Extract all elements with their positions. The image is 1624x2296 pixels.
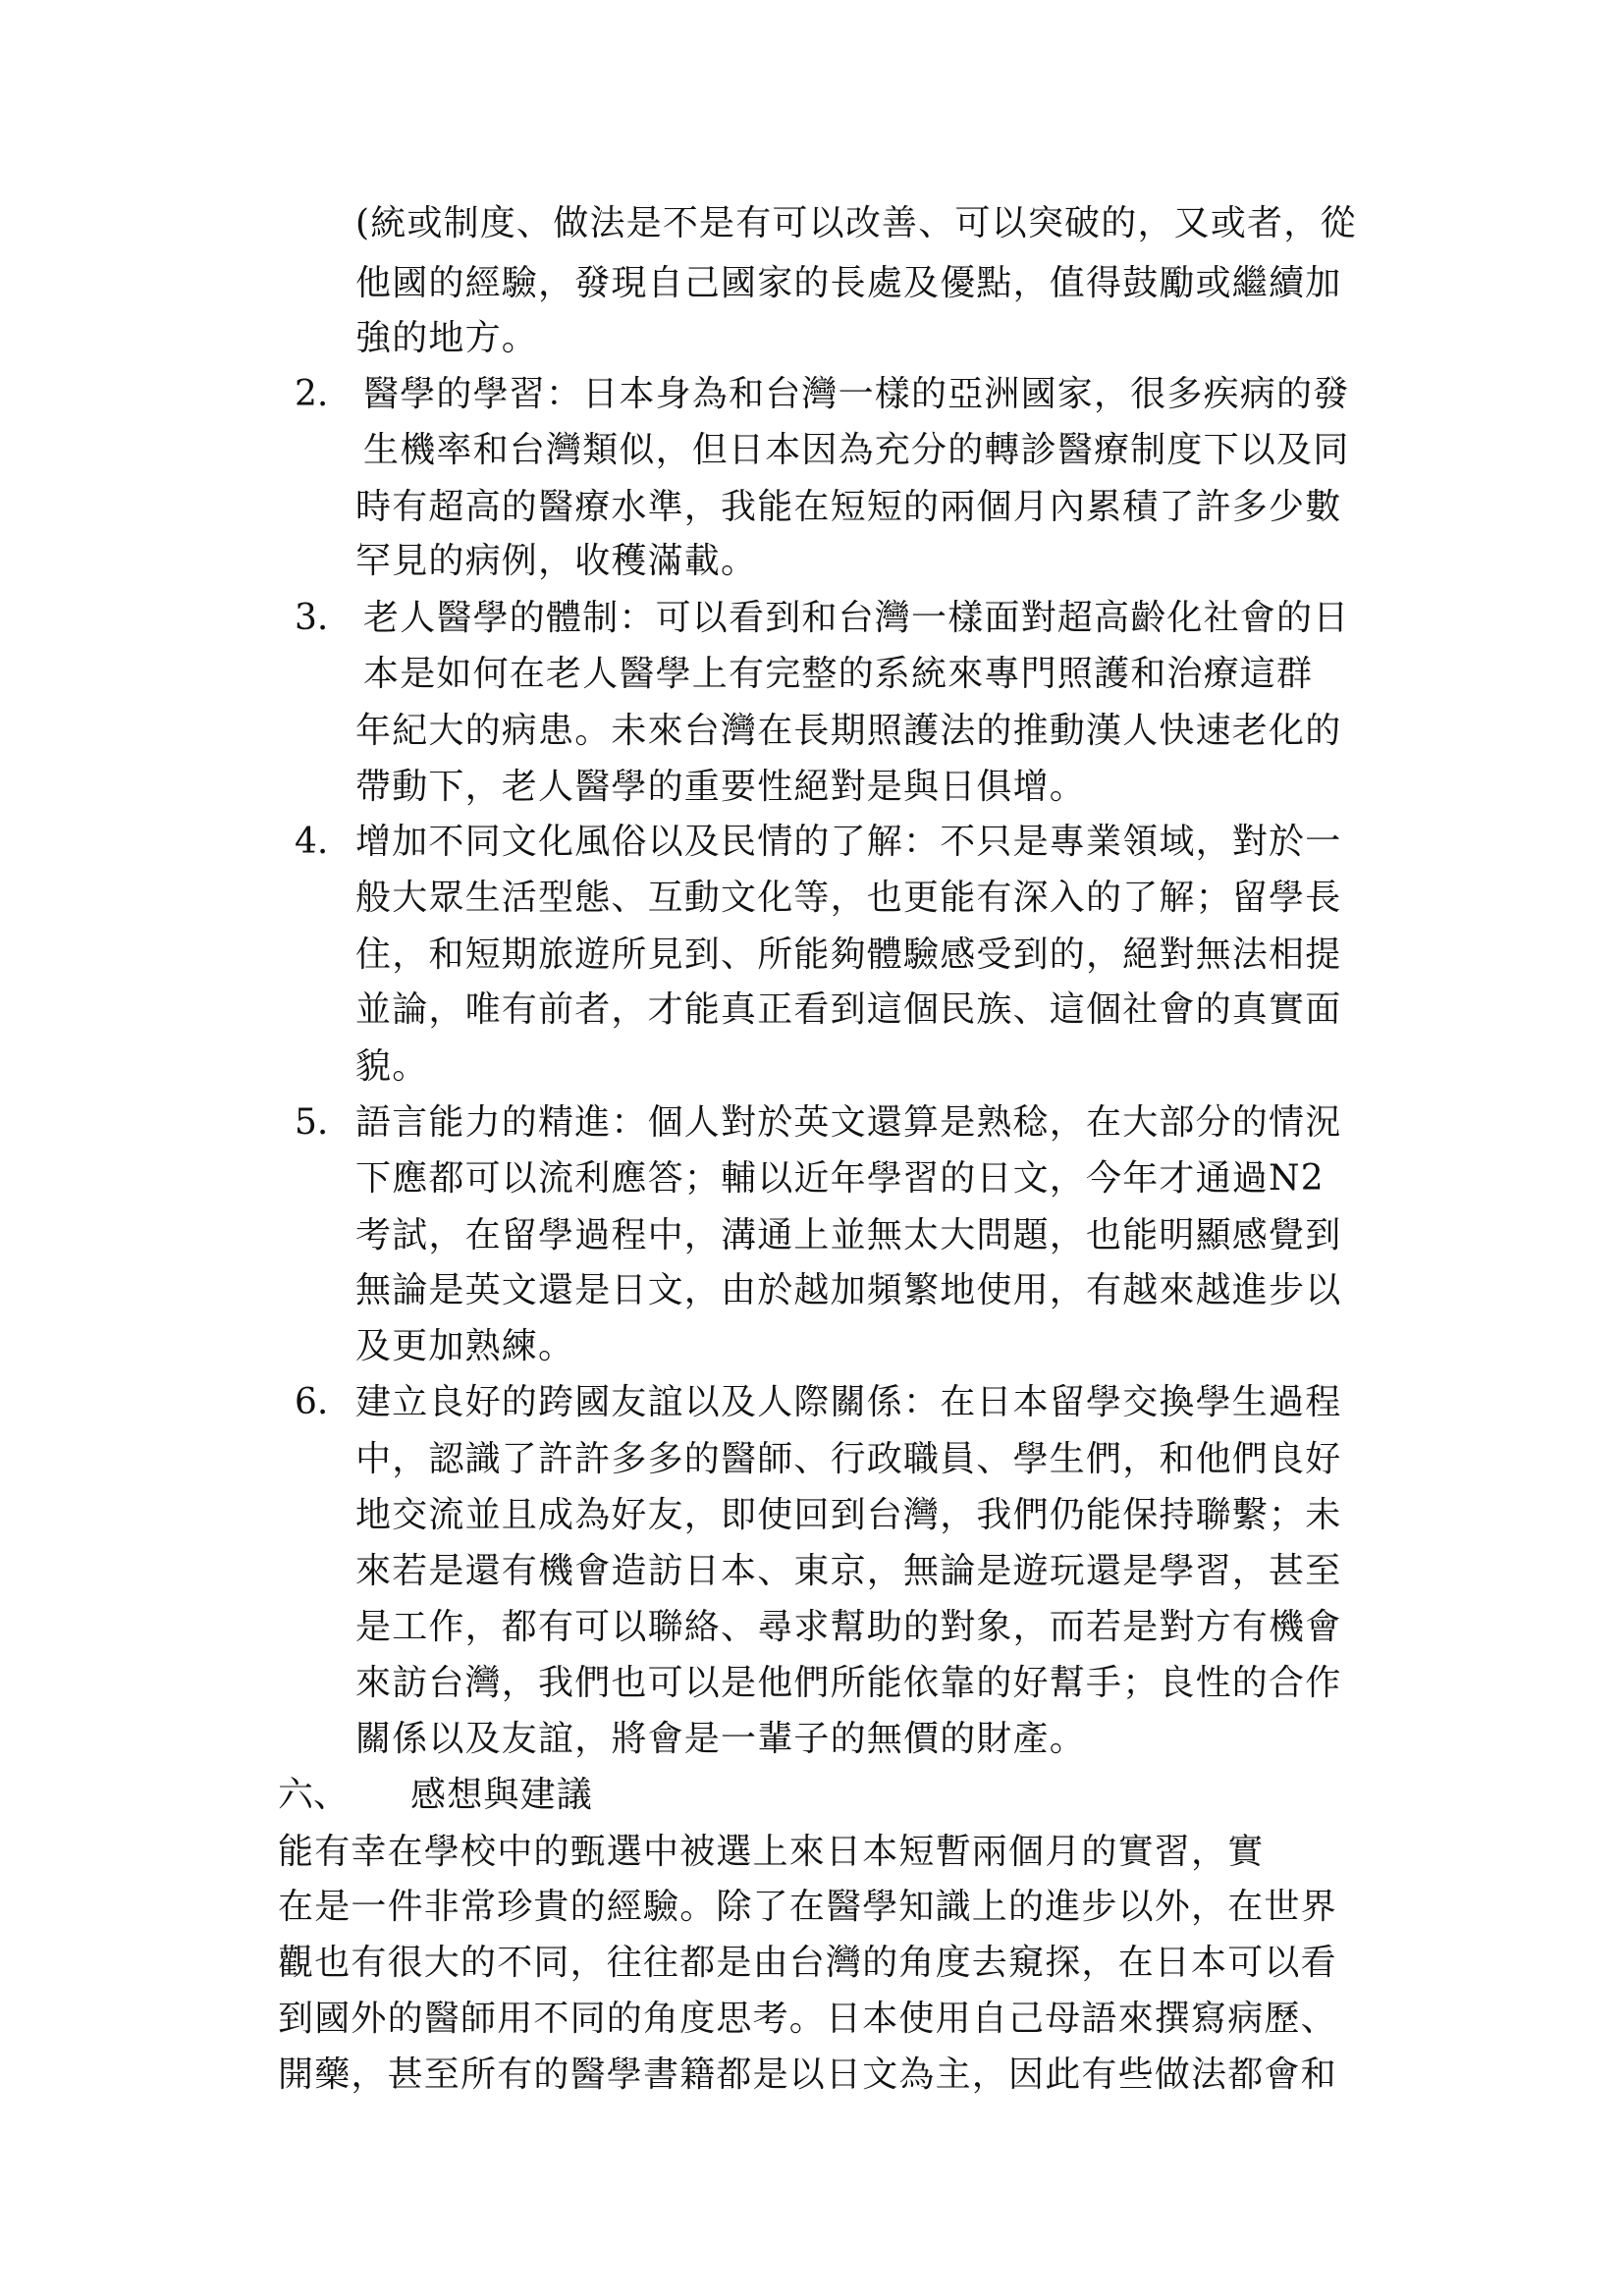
item-6-line-1: 建立良好的跨國友誼以及人際關係：在日本留學交換學生過程 (355, 1382, 1342, 1422)
item-5-line-2: 下應都可以流利應答；輔以近年學習的日文，今年才通過N2 (355, 1158, 1325, 1199)
closing-line-5: 開藥，甚至所有的醫學書籍都是以日文為主，因此有些做法都會和 (278, 2055, 1337, 2095)
item-number-2: 2. (295, 374, 329, 414)
item-number-6: 6. (295, 1382, 329, 1422)
item-2-line-3: 時有超高的醫療水準，我能在短短的兩個月內累積了許多少數 (355, 487, 1342, 527)
item-number-5: 5. (295, 1102, 329, 1143)
item-4-line-1: 增加不同文化風俗以及民情的了解：不只是專業領域，對於一 (355, 822, 1342, 862)
item-6-line-4: 來若是還有機會造訪日本、東京，無論是遊玩還是學習，甚至 (355, 1551, 1342, 1591)
item-5-line-4: 無論是英文還是日文，由於越加頻繁地使用，有越來越進步以 (355, 1270, 1342, 1310)
item-number-3: 3. (295, 598, 329, 638)
intro-line-2: 他國的經驗，發現自己國家的長處及優點，值得鼓勵或繼續加 (355, 263, 1342, 303)
item-4-line-3: 住，和短期旅遊所見到、所能夠體驗感受到的，絕對無法相提 (355, 934, 1342, 975)
item-5-line-3: 考試，在留學過程中，溝通上並無太大問題，也能明顯感覺到 (355, 1215, 1342, 1255)
item-3-line-3: 年紀大的病患。未來台灣在長期照護法的推動漢人快速老化的 (355, 711, 1342, 751)
intro-line-3: 強的地方。 (355, 318, 539, 358)
item-number-4: 4. (295, 822, 329, 862)
item-3-line-2: 本是如何在老人醫學上有完整的系統來專門照護和治療這群 (363, 654, 1314, 694)
item-6-line-6: 來訪台灣，我們也可以是他們所能依靠的好幫手；良性的合作 (355, 1663, 1342, 1703)
closing-line-3: 觀也有很大的不同，往往都是由台灣的角度去窺探，在日本可以看 (278, 1943, 1337, 1983)
item-2-line-4: 罕見的病例，收穫滿載。 (355, 541, 758, 581)
item-4-line-2: 般大眾生活型態、互動文化等，也更能有深入的了解；留學長 (355, 878, 1342, 918)
item-2-line-1: 醫學的學習：日本身為和台灣一樣的亞洲國家，很多疾病的發 (363, 374, 1350, 414)
item-5-line-5: 及更加熟練。 (355, 1326, 575, 1366)
intro-line-1: (統或制度、做法是不是有可以改善、可以突破的，又或者，從 (355, 203, 1357, 243)
section-number: 六、 (278, 1775, 350, 1815)
item-6-line-7: 關係以及友誼，將會是一輩子的無價的財產。 (355, 1719, 1087, 1759)
item-2-line-2: 生機率和台灣類似，但日本因為充分的轉診醫療制度下以及同 (363, 430, 1350, 470)
closing-line-4: 到國外的醫師用不同的角度思考。日本使用自己母語來撰寫病歷、 (278, 1999, 1337, 2039)
section-title: 感想與建議 (410, 1775, 594, 1815)
item-6-line-5: 是工作，都有可以聯絡、尋求幫助的對象，而若是對方有機會 (355, 1607, 1342, 1647)
item-4-line-4: 並論，唯有前者，才能真正看到這個民族、這個社會的真實面 (355, 989, 1342, 1030)
item-3-line-4: 帶動下，老人醫學的重要性絕對是與日俱增。 (355, 767, 1087, 807)
item-5-line-1: 語言能力的精進：個人對於英文還算是熟稔，在大部分的情況 (355, 1102, 1342, 1143)
closing-line-2: 在是一件非常珍貴的經驗。除了在醫學知識上的進步以外，在世界 (278, 1887, 1337, 1927)
item-6-line-2: 中，認識了許許多多的醫師、行政職員、學生們，和他們良好 (355, 1439, 1342, 1479)
closing-line-1: 能有幸在學校中的甄選中被選上來日本短暫兩個月的實習，實 (278, 1832, 1265, 1872)
item-6-line-3: 地交流並且成為好友，即使回到台灣，我們仍能保持聯繫；未 (355, 1495, 1342, 1535)
item-3-line-1: 老人醫學的體制：可以看到和台灣一樣面對超高齡化社會的日 (363, 598, 1350, 638)
item-4-line-5: 貌。 (355, 1046, 429, 1087)
